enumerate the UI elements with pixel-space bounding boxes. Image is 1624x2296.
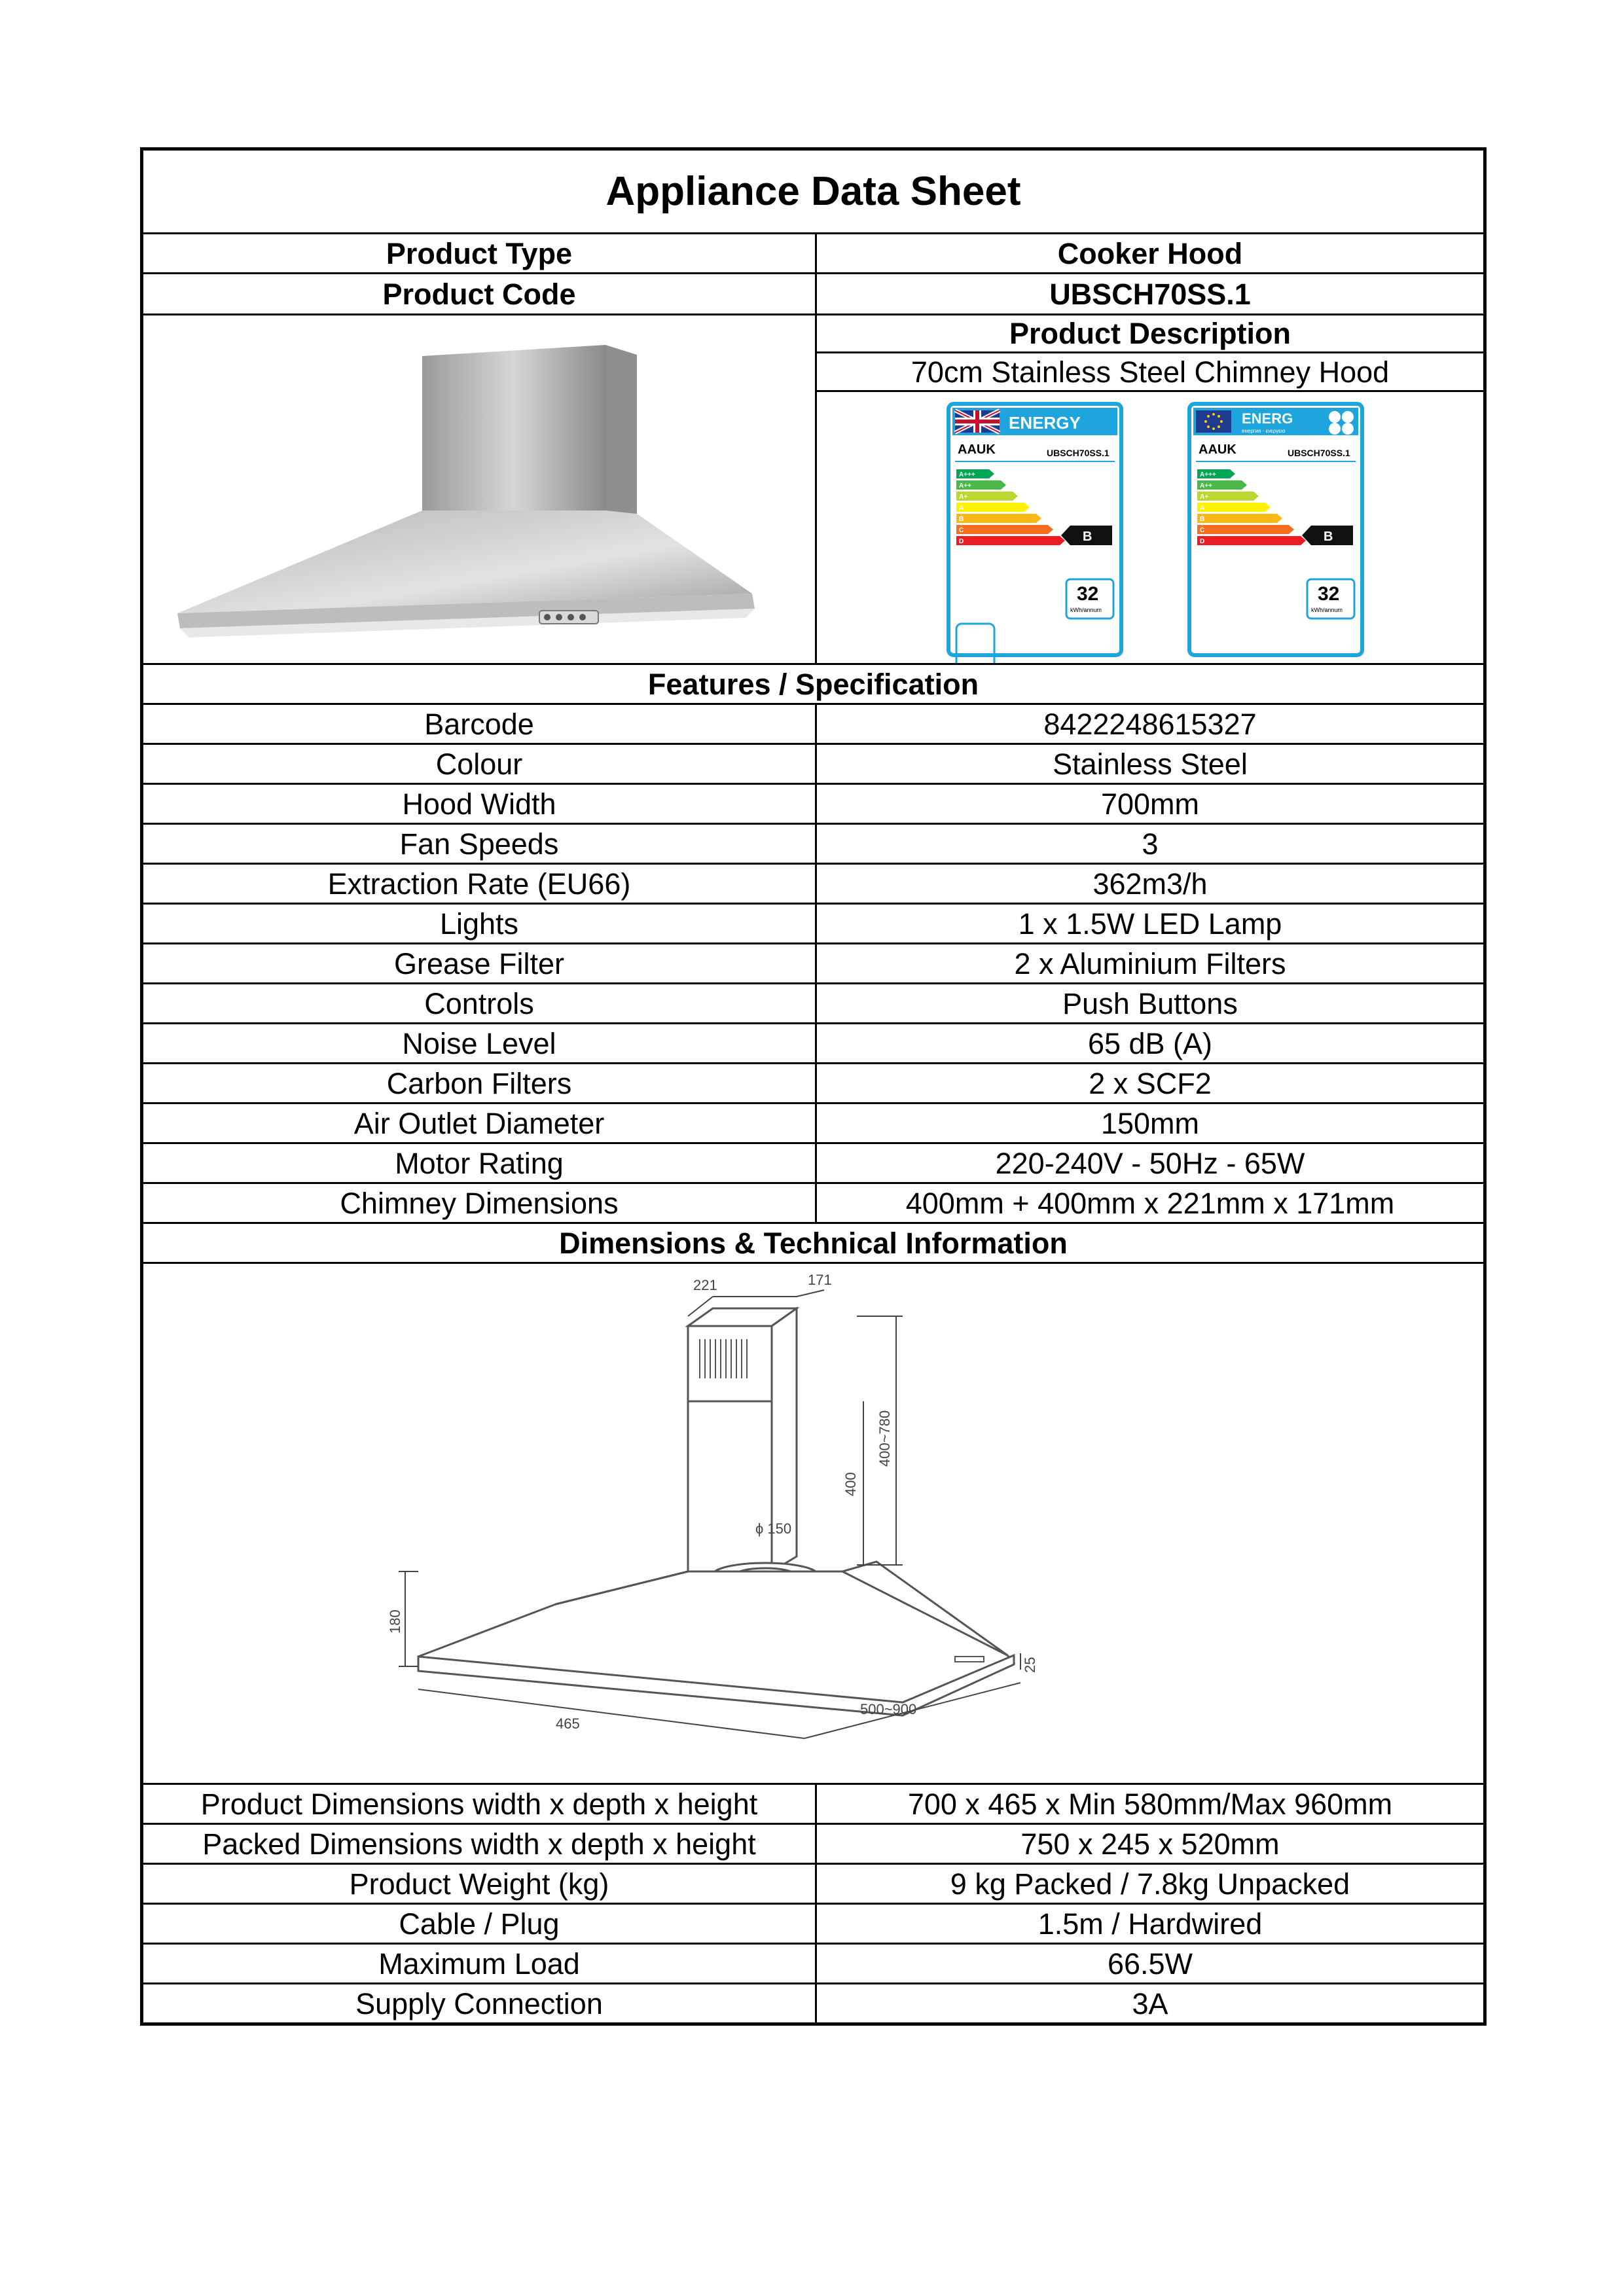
feature-value: 65 dB (A) — [1087, 1026, 1213, 1060]
dimension-row — [143, 1863, 1483, 1903]
energy-class-label: A+++ — [959, 471, 975, 478]
dimension-value: 700 x 465 x Min 580mm/Max 960mm — [907, 1787, 1393, 1821]
label-heading: ENERGY — [1009, 413, 1081, 433]
feature-row — [143, 823, 1483, 863]
feature-row — [143, 903, 1483, 942]
feature-row — [143, 982, 1483, 1022]
label-unit: kWh/annum — [1311, 607, 1343, 613]
dimension-value: 9 kg Packed / 7.8kg Unpacked — [950, 1867, 1350, 1901]
product-type-label: Product Type — [143, 234, 817, 272]
label-brand: AAUK — [958, 442, 996, 457]
product-type-value: Cooker Hood — [1057, 236, 1243, 270]
energy-labels — [817, 396, 1483, 663]
title-row — [143, 151, 1483, 232]
feature-value: 3 — [1142, 827, 1159, 861]
label-model: UBSCH70SS.1 — [1288, 448, 1350, 458]
label-annual-energy: 32 — [1318, 583, 1340, 605]
dimension-row — [143, 1943, 1483, 1982]
technical-drawing — [143, 1264, 1483, 1783]
product-image-row — [143, 314, 1483, 663]
dim-chimney-height: 400 — [842, 1472, 859, 1496]
energy-class-bar — [1197, 536, 1306, 545]
energy-class-bar — [1197, 514, 1282, 523]
feature-value: 8422248615327 — [1043, 707, 1257, 741]
energy-label-eu — [1189, 404, 1362, 655]
dim-hood-depth: 465 — [556, 1715, 580, 1732]
dimension-label: Cable / Plug — [143, 1905, 817, 1943]
features-heading-row — [143, 663, 1483, 703]
data-sheet-table — [140, 147, 1487, 2026]
technical-drawing-cell — [143, 1262, 1483, 1783]
dim-hood-width: 500~900 — [860, 1701, 917, 1717]
feature-label: Extraction Rate (EU66) — [143, 865, 817, 903]
dimension-row — [143, 1783, 1483, 1823]
feature-row — [143, 703, 1483, 743]
features-table — [143, 703, 1483, 1222]
energy-class-label: A++ — [1200, 482, 1212, 490]
label-rating: B — [1083, 529, 1092, 544]
dim-outlet: ϕ 150 — [755, 1520, 792, 1537]
dimension-label: Product Weight (kg) — [143, 1865, 817, 1903]
feature-label: Barcode — [143, 705, 817, 743]
energy-class-bar — [1197, 525, 1294, 534]
product-photo — [143, 315, 815, 663]
rating-arrow — [1061, 526, 1112, 545]
feature-value: 1 x 1.5W LED Lamp — [1018, 906, 1282, 941]
dim-chimney-width: 221 — [693, 1277, 717, 1293]
energy-class-label: A+++ — [1200, 471, 1216, 478]
dimension-value: 750 x 245 x 520mm — [1020, 1827, 1280, 1861]
energy-label-uk — [948, 404, 1121, 663]
energy-class-label: C — [1200, 527, 1205, 534]
energy-class-label: A — [1200, 505, 1205, 512]
energy-class-label: B — [959, 516, 964, 523]
feature-label: Grease Filter — [143, 944, 817, 982]
product-type-row — [143, 232, 1483, 272]
label-annual-energy: 32 — [1077, 583, 1099, 605]
dimension-label: Product Dimensions width x depth x height — [143, 1785, 817, 1823]
feature-value: 400mm + 400mm x 221mm x 171mm — [905, 1186, 1395, 1220]
energy-class-label: D — [959, 538, 964, 545]
technical-heading: Dimensions & Technical Information — [559, 1226, 1068, 1260]
product-code-label: Product Code — [143, 274, 817, 314]
feature-row — [143, 1142, 1483, 1182]
feature-label: Lights — [143, 905, 817, 942]
feature-value: 2 x Aluminium Filters — [1014, 946, 1286, 980]
label-unit: kWh/annum — [1070, 607, 1102, 613]
dimensions-table — [143, 1783, 1483, 2022]
description-label: Product Description — [817, 315, 1483, 353]
feature-value: 150mm — [1100, 1106, 1200, 1140]
dimension-row — [143, 1903, 1483, 1943]
energy-class-label: C — [959, 527, 964, 534]
feature-row — [143, 1062, 1483, 1102]
feature-row — [143, 863, 1483, 903]
features-heading: Features / Specification — [647, 667, 979, 701]
dimension-label: Maximum Load — [143, 1945, 817, 1982]
dimension-value: 66.5W — [1107, 1946, 1193, 1981]
label-lang-line-1: енергия · ενεργεια — [1242, 428, 1286, 434]
feature-label: Carbon Filters — [143, 1064, 817, 1102]
feature-label: Fan Speeds — [143, 825, 817, 863]
energy-class-label: A — [959, 505, 964, 512]
energy-class-bar — [1197, 503, 1271, 512]
energy-class-bar — [956, 503, 1030, 512]
feature-label: Air Outlet Diameter — [143, 1104, 817, 1142]
energy-class-label: B — [1200, 516, 1205, 523]
feature-row — [143, 743, 1483, 783]
feature-value: 220-240V - 50Hz - 65W — [995, 1146, 1305, 1180]
energy-class-bar — [956, 525, 1053, 534]
energy-class-bar — [956, 514, 1041, 523]
feature-row — [143, 1182, 1483, 1222]
feature-label: Hood Width — [143, 785, 817, 823]
label-model: UBSCH70SS.1 — [1047, 448, 1110, 458]
label-heading: ENERG — [1242, 410, 1293, 427]
feature-value: 700mm — [1100, 787, 1200, 821]
dim-chimney-range: 400~780 — [876, 1410, 893, 1467]
label-brand: AAUK — [1199, 442, 1236, 457]
description-cell — [817, 315, 1483, 663]
feature-value: Push Buttons — [1062, 986, 1238, 1020]
feature-row — [143, 783, 1483, 823]
dimension-value: 1.5m / Hardwired — [1038, 1907, 1263, 1941]
dim-hood-height: 180 — [387, 1609, 403, 1634]
feature-label: Colour — [143, 745, 817, 783]
dimension-label: Packed Dimensions width x depth x height — [143, 1825, 817, 1863]
description-value: 70cm Stainless Steel Chimney Hood — [817, 353, 1483, 392]
label-rating: B — [1324, 529, 1333, 544]
energy-class-label: A++ — [959, 482, 971, 490]
dim-front-height: 25 — [1022, 1657, 1038, 1673]
dimension-row — [143, 1982, 1483, 2022]
energy-class-label: A+ — [959, 493, 968, 501]
energy-class-label: A+ — [1200, 493, 1209, 501]
dimension-value: 3A — [1132, 1986, 1168, 2020]
energy-class-label: D — [1200, 538, 1205, 545]
feature-row — [143, 942, 1483, 982]
feature-value: 2 x SCF2 — [1089, 1066, 1212, 1100]
feature-label: Chimney Dimensions — [143, 1184, 817, 1222]
dim-chimney-depth: 171 — [808, 1272, 832, 1288]
feature-value: 362m3/h — [1092, 867, 1208, 901]
feature-label: Controls — [143, 984, 817, 1022]
rating-arrow — [1302, 526, 1353, 545]
feature-row — [143, 1022, 1483, 1062]
page-title: Appliance Data Sheet — [605, 168, 1021, 214]
feature-label: Noise Level — [143, 1024, 817, 1062]
energy-class-bar — [956, 536, 1065, 545]
product-code-row — [143, 272, 1483, 314]
feature-label: Motor Rating — [143, 1144, 817, 1182]
feature-value: Stainless Steel — [1053, 747, 1248, 781]
product-code-value: UBSCH70SS.1 — [1049, 277, 1251, 311]
feature-row — [143, 1102, 1483, 1142]
product-photo-cell — [143, 315, 817, 663]
technical-heading-row — [143, 1222, 1483, 1262]
dimension-label: Supply Connection — [143, 1984, 817, 2022]
dimension-row — [143, 1823, 1483, 1863]
